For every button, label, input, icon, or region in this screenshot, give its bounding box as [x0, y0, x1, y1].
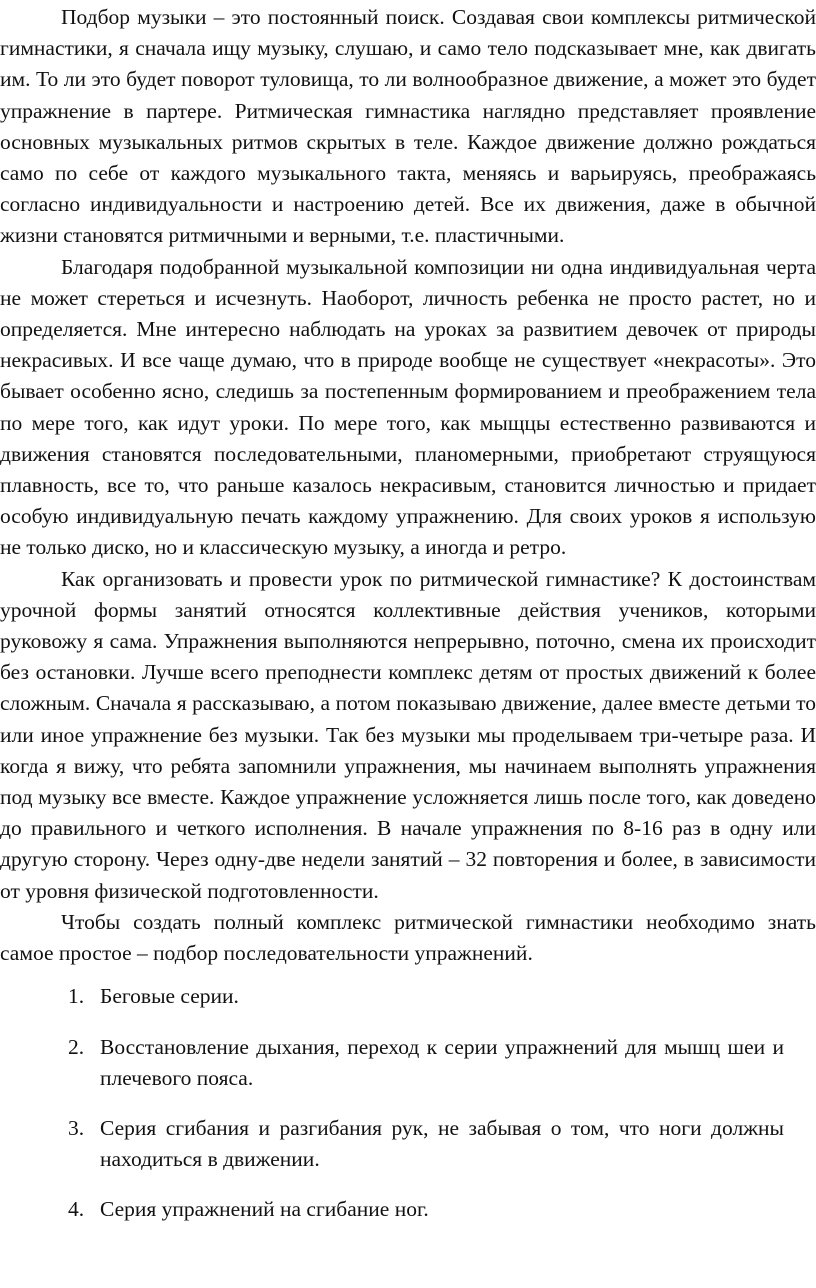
list-item-number: 3. [68, 1115, 85, 1140]
list-item-text: Восстановление дыхания, переход к серии упражнений для мышц шеи и плечевого пояса. [100, 1034, 784, 1090]
list-item [0, 1032, 816, 1094]
paragraph-music-selection: Подбор музыки – это постоянный поиск. Создавая свои комплексы ритмической гимнастики, я сначала ищу музыку, слушаю, и само тело подсказывает мне, как двигать им. То ли это будет поворот туловища, то ли волнообразное движение, а может это будет упражнение в партере. Ритмическая гимнастика наглядно представляет проявление основных музыкальных ритмов скрытых в теле. Каждое движение должно рождаться само по себе от каждого музыкального такта, меняясь и варьируясь, преображаясь согласно индивидуальности и настроению детей. Все их движения, даже в обычной жизни становятся ритмичными и верными, т.е. пластичными. [0, 5, 816, 248]
list-item-text: Серия упражнений на сгибание ног. [100, 1197, 429, 1222]
list-item-number: 1. [68, 984, 85, 1009]
paragraph-exercise-sequence: Чтобы создать полный комплекс ритмической гимнастики необходимо знать самое простое – подбор последовательности упражнений. [0, 909, 816, 966]
list-item-number: 2. [68, 1034, 85, 1059]
list-item [0, 1194, 816, 1225]
list-item [0, 981, 816, 1012]
list-item [0, 1113, 816, 1175]
list-item-text: Серия сгибания и разгибания рук, не забывая о том, что ноги должны находиться в движении. [100, 1115, 784, 1172]
list-item-text: Беговые серии. [100, 984, 239, 1009]
paragraph-individuality: Благодаря подобранной музыкальной композиции ни одна индивидуальная черта не может стереться и исчезнуть. Наоборот, личность ребенка не просто растет, но и определяется. Мне интересно наблюдать на уроках за развитием девочек от природы некрасивых. И все чаще думаю, что в природе вообще не существует «некрасоты». Это бывает особенно ясно, следишь за постепенным формированием и преображением тела по мере того, как идут уроки. По мере того, как мыщцы естественно развиваются и движения становятся последовательными, планомерными, приобретают струящуюся плавность, все то, что раньше казалось некрасивым, становится личностью и придает особую индивидуальную печать каждому упражнению. Для своих уроков я использую не только диско, но и классическую музыку, а иногда и ретро. [0, 254, 816, 560]
exercise-sequence-list [0, 981, 816, 1225]
list-item-number: 4. [68, 1197, 85, 1222]
paragraph-lesson-organization: Как организовать и провести урок по ритмической гимнастике? К достоинствам урочной формы занятий относятся коллективные действия учеников, которыми руковожу я сама. Упражнения выполняются непрерывно, поточно, смена их происходит без остановки. Лучше всего преподнести комплекс детям от простых движений к более сложным. Сначала я рассказываю, а потом показываю движение, далее вместе детьми то или иное упражнение без музыки. Так без музыки мы проделываем три-четыре раза. И когда я вижу, что ребята запомнили упражнения, мы начинаем выполнять упражнения под музыку все вместе. Каждое упражнение усложняется лишь после того, как доведено до правильного и четкого исполнения. В начале упражнения по 8-16 раз в одну или другую сторону. Через одну-две недели занятий – 32 повторения и более, в зависимости от уровня физической подготовленности. [0, 566, 816, 903]
